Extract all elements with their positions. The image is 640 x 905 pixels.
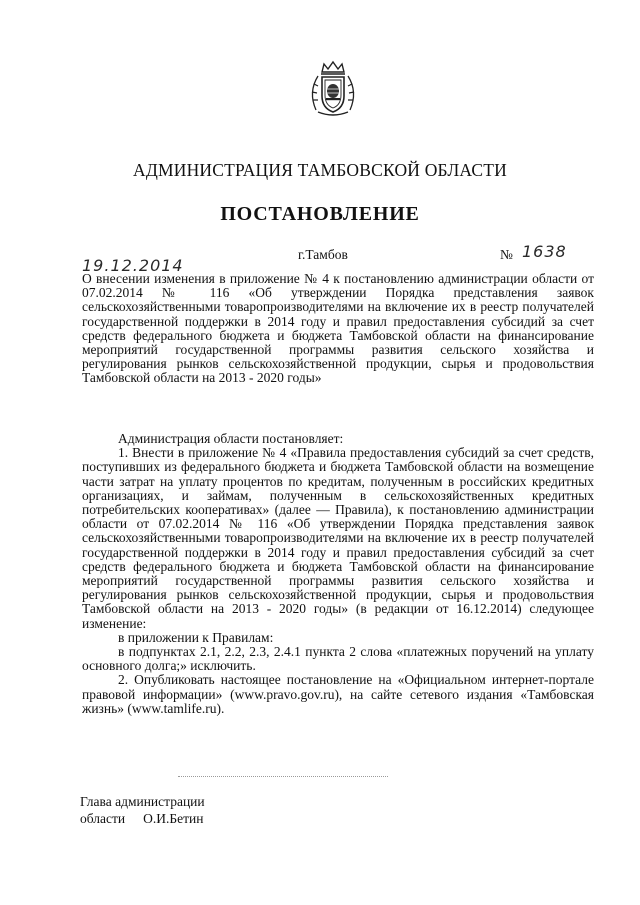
document-number-prefix: № <box>500 247 513 262</box>
signature-position-line2: области <box>80 811 126 826</box>
signature-block <box>80 793 205 827</box>
divider <box>178 776 388 777</box>
coat-of-arms-icon <box>302 58 364 120</box>
body-paragraph-2: 2. Опубликовать настоящее постановление на «Официальном интернет-портале правовой информации» (www.pravo.gov.ru), на сайте сетевого издания «Тамбовская жизнь» (www.tamlife.ru). <box>82 672 594 716</box>
document-number-handwritten: 1638 <box>522 242 567 261</box>
signature-name: О.И.Бетин <box>143 811 204 826</box>
document-date-handwritten: 19.12.2014 <box>82 256 184 275</box>
signature-position: Глава администрации <box>80 794 205 809</box>
body-paragraph-1b: в подпунктах 2.1, 2.2, 2.3, 2.4.1 пункта 2 слова «платежных поручений на уплату основного долга;» исключить. <box>82 644 594 674</box>
body-paragraph-1a: в приложении к Правилам: <box>118 629 274 645</box>
city: г.Тамбов <box>298 247 348 262</box>
document-type: ПОСТАНОВЛЕНИЕ <box>220 203 420 225</box>
body-intro: Администрация области постановляет: <box>118 431 344 446</box>
document-title: О внесении изменения в приложение № 4 к постановлению администрации области от 07.02.2014 № 116 «Об утверждении Порядка представления заявок сельскохозяйственными товаропроизводителями на включение их в реестр получателей государственной поддержки в 2014 году и правил предоставления субсидий за счет средств федерального бюджета и бюджета Тамбовской области на финансирование мероприятий государственной программы развития сельского хозяйства и регулирования рынков сельскохозяйственной продукции, сырья и продовольствия Тамбовской области на 2013 - 2020 годы» <box>82 271 594 386</box>
document-body <box>82 432 594 716</box>
organization-name: АДМИНИСТРАЦИЯ ТАМБОВСКОЙ ОБЛАСТИ <box>133 160 507 180</box>
body-paragraph-1: 1. Внести в приложение № 4 «Правила предоставления субсидий за счет средств, поступивших из федерального бюджета и бюджета Тамбовской области на возмещение части затрат на уплату процентов по кредитам, полученным в российских кредитных организациях, и займам, полученным в сельскохозяйственных кредитных потребительских кооперативах» (далее — Правила), к постановлению администрации области от 07.02.2014 № 116 «Об утверждении Порядка представления заявок сельскохозяйственными товаропроизводителями на включение их в реестр получателей государственной поддержки в 2014 году и правил предоставления субсидий за счет средств федерального бюджета и бюджета Тамбовской области на финансирование мероприятий государственной программы развития сельского хозяйства и регулирования рынков сельскохозяйственной продукции, сырья и продовольствия Тамбовской области на 2013 - 2020 годы» (в редакции от 16.12.2014) следующее изменение: <box>82 445 594 631</box>
